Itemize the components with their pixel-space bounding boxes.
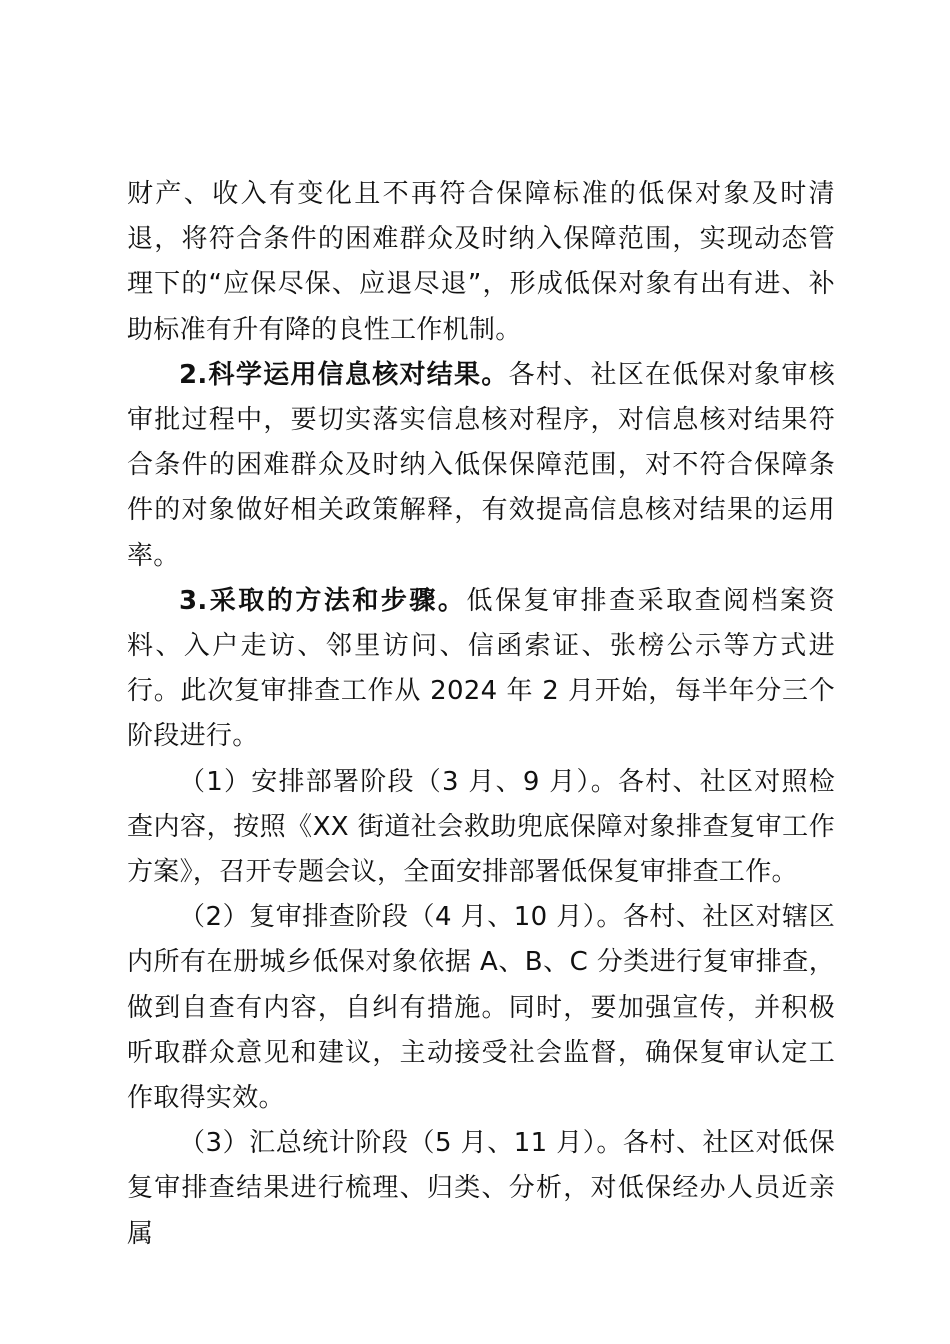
paragraph-text: 财产、收入有变化且不再符合保障标准的低保对象及时清退，将符合条件的困难群众及时纳入保障范围，实现动态管理下的“应保尽保、应退尽退”，形成低保对象有出有进、补助标准有升有降的良性工作机制。 bbox=[127, 179, 835, 345]
paragraph-stage-summary bbox=[127, 1121, 835, 1257]
section-heading-3: 3.采取的方法和步骤。 bbox=[179, 585, 467, 616]
paragraph-text: （1）安排部署阶段（3 月、9 月）。各村、社区对照检查内容，按照《XX 街道社会救助兜底保障对象排查复审工作方案》，召开专题会议，全面安排部署低保复审排查工作。 bbox=[127, 766, 835, 888]
paragraph-dynamic-management bbox=[127, 172, 835, 353]
document-body bbox=[127, 172, 835, 1257]
section-heading-2: 2.科学运用信息核对结果。 bbox=[179, 359, 509, 390]
paragraph-methods-steps bbox=[127, 579, 835, 760]
paragraph-text: 低保复审排查采取查阅档案资料、入户走访、邻里访问、信函索证、张榜公示等方式进行。此次复审排查工作从 2024 年 2 月开始，每半年分三个阶段进行。 bbox=[127, 585, 835, 752]
paragraph-text: （2）复审排查阶段（4 月、10 月）。各村、社区对辖区内所有在册城乡低保对象依据 A、B、C 分类进行复审排查，做到自查有内容，自纠有措施。同时，要加强宣传，并积极听取群众意见和建议，主动接受社会监督，确保复审认定工作取得实效。 bbox=[127, 902, 835, 1114]
paragraph-text: 各村、社区在低保对象审核审批过程中，要切实落实信息核对程序，对信息核对结果符合条件的困难群众及时纳入低保保障范围，对不符合保障条件的对象做好相关政策解释，有效提高信息核对结果的运用率。 bbox=[127, 359, 835, 571]
paragraph-text: （3）汇总统计阶段（5 月、11 月）。各村、社区对低保复审排查结果进行梳理、归类、分析，对低保经办人员近亲属 bbox=[127, 1128, 835, 1249]
paragraph-stage-review bbox=[127, 895, 835, 1121]
paragraph-stage-deployment bbox=[127, 760, 835, 896]
paragraph-info-verification bbox=[127, 353, 835, 579]
